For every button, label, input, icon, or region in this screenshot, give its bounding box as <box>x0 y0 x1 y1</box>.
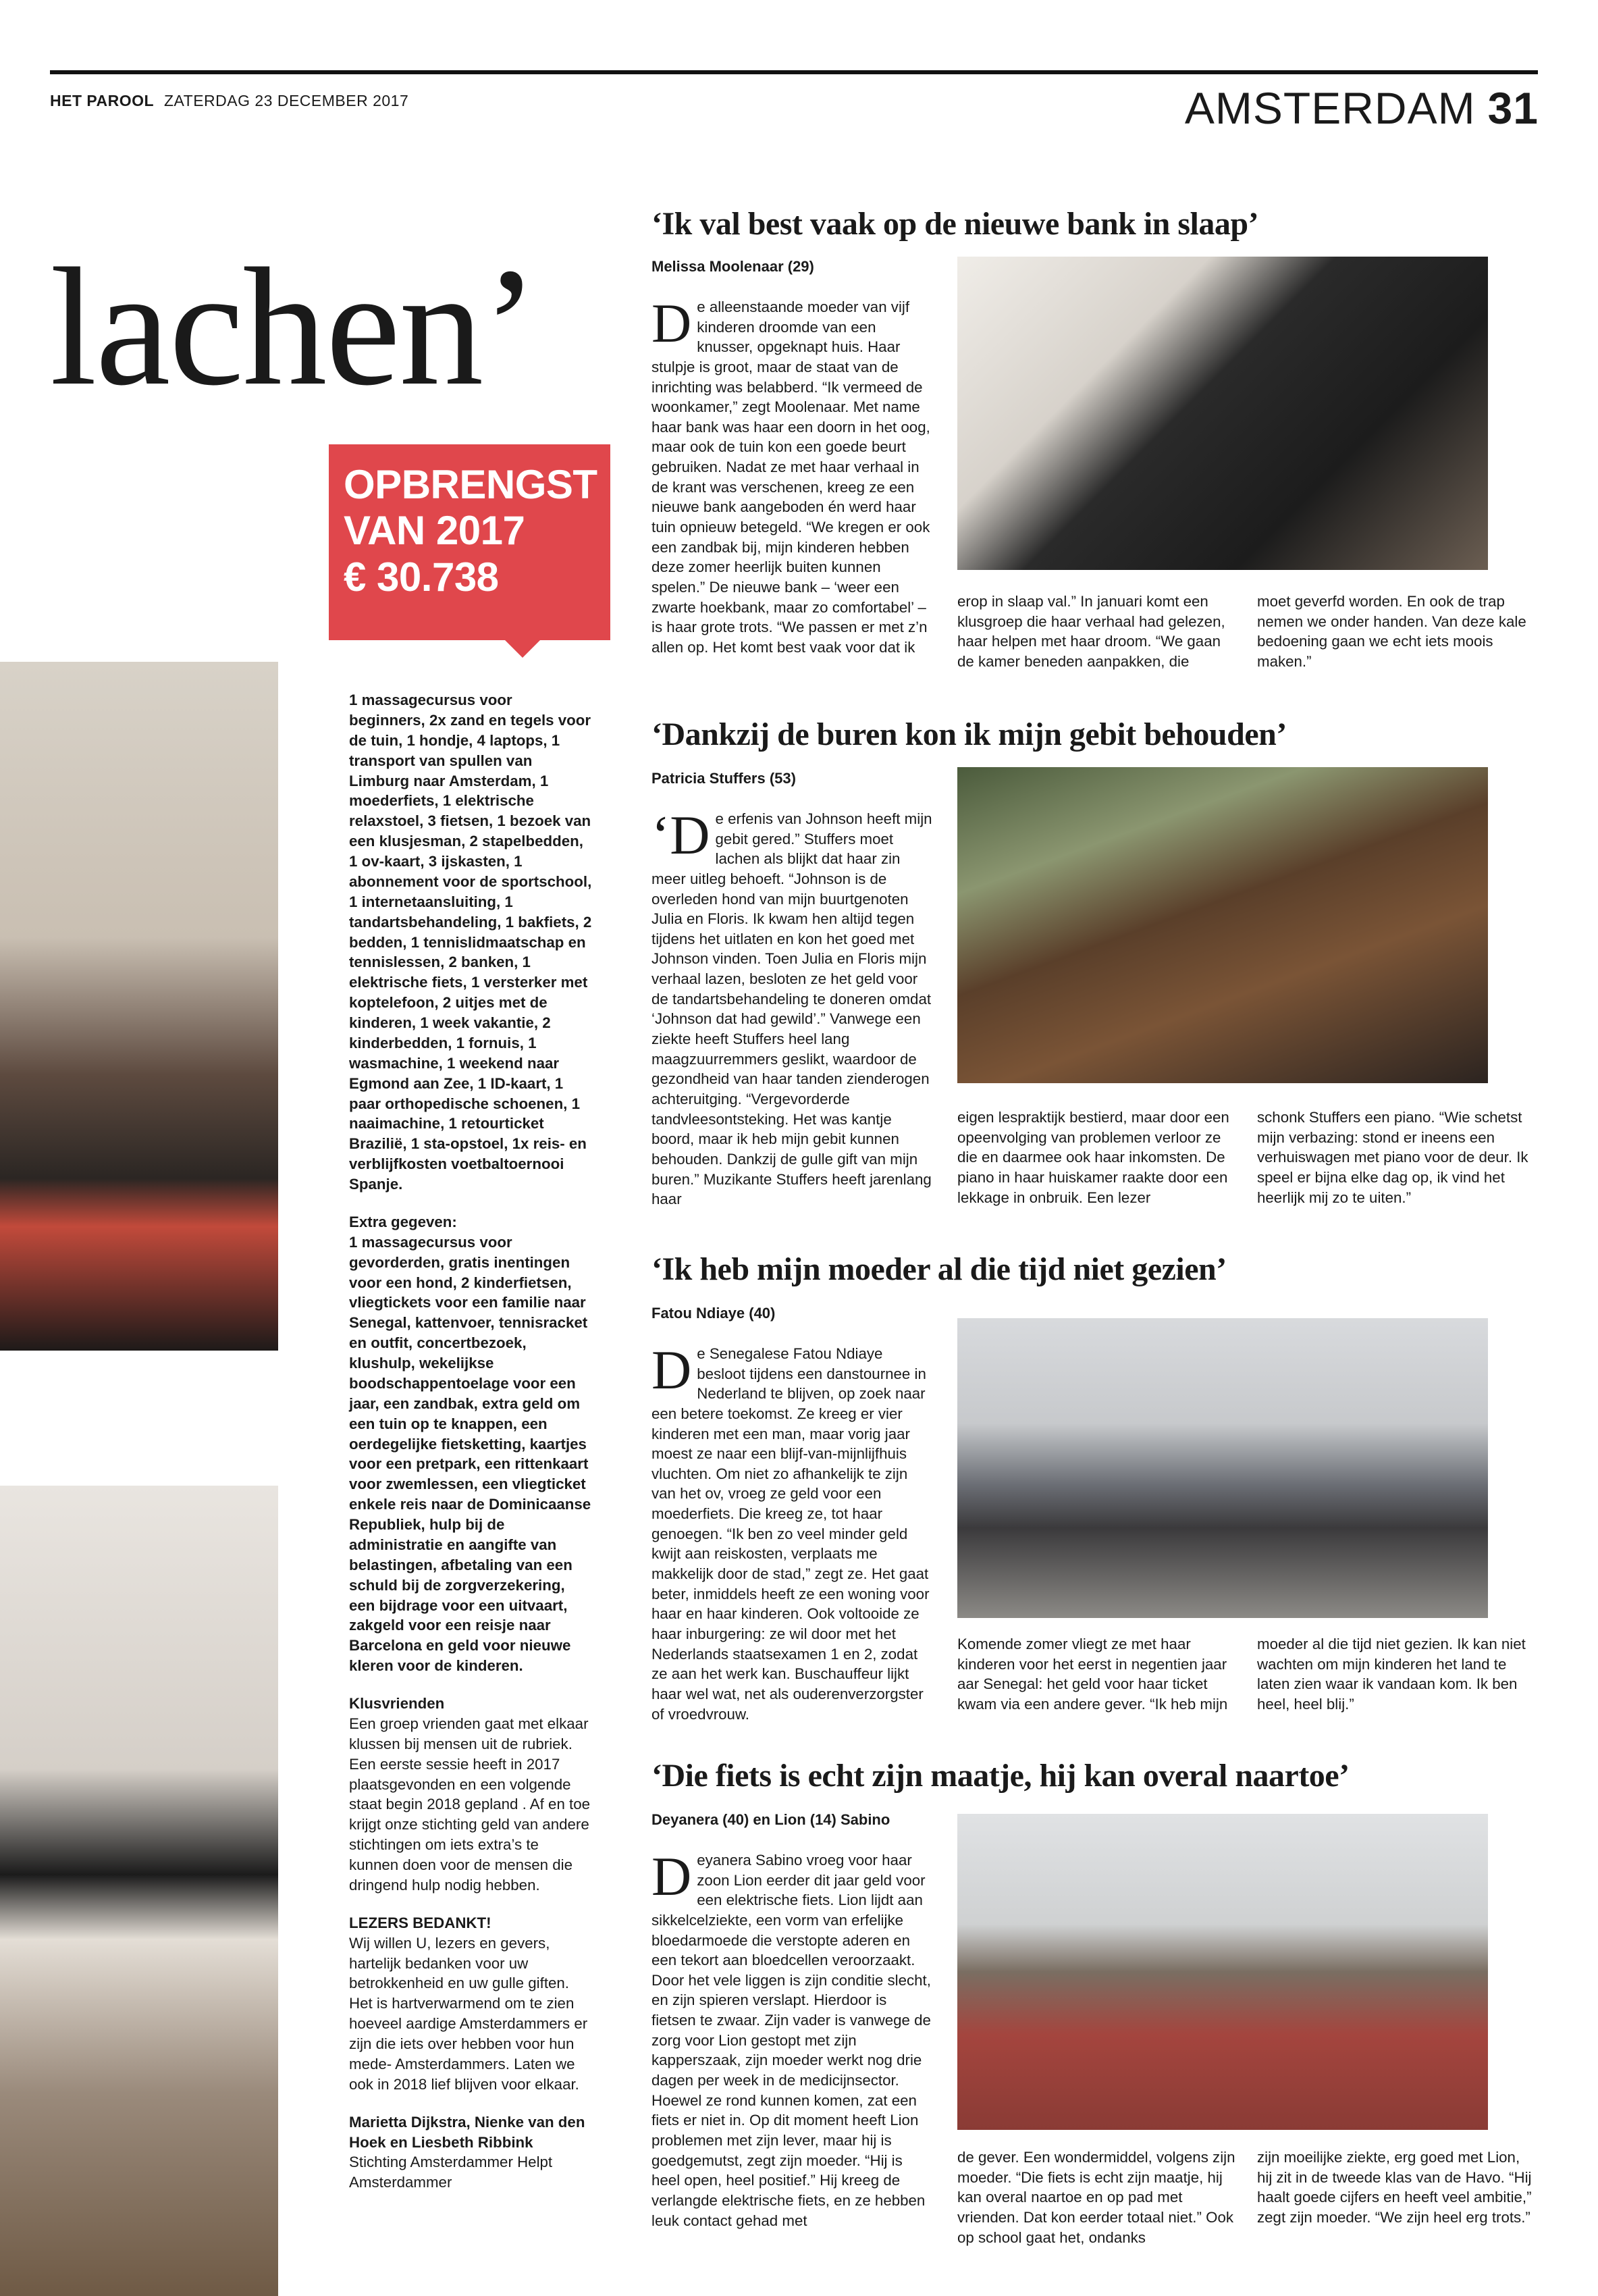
article-3-col-2: Komende zomer vliegt ze met haar kinderen voor het eerst in negentien jaar aar Senegal: het geld voor haar ticket kwam via een andere gever. “Ik heb mijn <box>957 1636 1228 1713</box>
article-4-dropcap: D <box>651 1846 692 1907</box>
article-1-byline: Melissa Moolenaar (29) <box>651 258 814 275</box>
revenue-line-2: VAN 2017 <box>344 508 525 554</box>
article-1-photo <box>957 257 1488 570</box>
article-4-photo <box>957 1814 1488 2130</box>
donations-sidebar <box>349 690 592 2210</box>
living-room-photo-top <box>0 662 278 1351</box>
article-1-col-2: erop in slaap val.” In januari komt een klusgroep die haar verhaal had gelezen, haar helpen met haar droom. “We gaan de kamer beneden aanpakken, die <box>957 593 1225 670</box>
article-1-text-1: e alleenstaande moeder van vijf kinderen droomde van een knusser, opgeknapt huis. Haar stulpje is groot, maar de staat van de inrichting was belabberd. “Ik vermeed de woonkamer,” zegt Moolenaar. Met name haar bank was haar een doorn in het oog, maar ook de tuin kon een goede beurt gebruiken. Nadat ze met haar verhaal in de krant was verschenen, kreeg ze een nieuwe bank aangeboden én werd haar tuin opnieuw betegeld. “We kregen er ook een zandbak bij, mijn kinderen hebben deze zomer heerlijk buiten kunnen spelen.” De nieuwe bank – ‘weer een zwarte hoekbank, maar zo comfortabel’ – is haar grote trots. “We passen er met z’n allen op. Het komt best vaak voor dat ik <box>651 298 930 656</box>
article-4-byline: Deyanera (40) en Lion (14) Sabino <box>651 1811 890 1828</box>
living-room-photo-bottom <box>0 1486 278 2296</box>
article-2-photo <box>957 767 1488 1083</box>
revenue-line-1: OPBRENGST <box>344 462 597 507</box>
article-2-col-3: schonk Stuffers een piano. “Wie schetst mijn verbazing: stond er ineens een verhuiswagen met piano voor de deur. Ik speel er bijna elke dag op, ik vind het heerlijk mij zo te uiten.” <box>1257 1109 1528 1206</box>
article-3-col-3: moeder al die tijd niet gezien. Ik kan niet wachten om mijn kinderen het land te laten zien waar ik vandaan kom. Ik ben heel, heel blij.” <box>1257 1636 1526 1713</box>
article-4-text-1: eyanera Sabino vroeg voor haar zoon Lion eerder dit jaar geld voor een elektrische fiets. Lion lijdt aan sikkelcelziekte, een vorm van erfelijke bloedarmoede die verstopte aderen en een tekort aan bloedcellen veroorzaakt. Door het vele liggen is zijn conditie slecht, en zijn spieren verslapt. Hierdoor is fietsen te zwaar. Zijn vader is vanwege de zorg voor Lion gestopt met zijn kapperszaak, zijn moeder werkt nog drie dagen per week in de medicijnsector. Hoewel ze rond kunnen komen, zat een fiets er niet in. Op dit moment heeft Lion problemen met zijn lever, maar hij is goedgemutst, zegt zijn moeder. “Hij is heel open, heel positief.” Hij kreeg de verlangde elektrische fiets, en ze hebben leuk contact gehad met <box>651 1852 931 2229</box>
article-3-photo <box>957 1318 1488 1618</box>
signature-names: Marietta Dijkstra, Nienke van den Hoek en Liesbeth Ribbink <box>349 2113 585 2151</box>
article-1-col-1 <box>651 292 935 658</box>
klus-heading: Klusvrienden <box>349 1695 445 1712</box>
extra-heading: Extra gegeven: <box>349 1213 457 1230</box>
article-2-headline: ‘Dankzij de buren kon ik mijn gebit behouden’ <box>651 716 1287 752</box>
article-2-col-1 <box>651 804 935 1209</box>
article-2-text-1: e erfenis van Johnson heeft mijn gebit gered.” Stuffers moet lachen als blijkt dat haar zin meer uitleg behoeft. “Johnson is de overleden hond van mijn buurtgenoten Julia en Floris. Ik kwam hen altijd tegen tijdens het uitlaten en kon het goed met Johnson vinden. Toen Julia en Floris mijn verhaal lazen, besloten ze het geld voor de tandartsbehandeling te doneren omdat ‘Johnson dat had gewild’.” Vanwege een ziekte heeft Stuffers heel lang maagzuurremmers geslikt, waardoor de gezondheid van haar tanden zienderogen achteruitging. “Vergevorderde tandvleesontsteking. Het was kantje boord, maar ik heb mijn gebit kunnen behouden. Dankzij de gulle gift van mijn buren.” Muzikante Stuffers heeft jarenlang haar <box>651 810 932 1208</box>
article-1-headline: ‘Ik val best vaak op de nieuwe bank in slaap’ <box>651 206 1259 242</box>
issue-date: ZATERDAG 23 DECEMBER 2017 <box>163 92 409 109</box>
article-4-col-3: zijn moeilijke ziekte, erg goed met Lion, hij zit in de tweede klas van de Havo. “Hij haalt goede cijfers en heeft veel ambitie,” zegt zijn moeder. “We zijn heel erg trots.” <box>1257 2149 1532 2226</box>
masthead-dateline <box>50 92 408 110</box>
klus-text: Een groep vrienden gaat met elkaar klussen bij mensen uit de rubriek. Een eerste sessie heeft in 2017 plaatsgevonden en een volgende staat begin 2018 gepland . Af en toe krijgt onze stichting geld van andere stichtingen om iets extra’s te kunnen doen voor de mensen die dringend hulp nodig hebben. <box>349 1715 591 1894</box>
article-3-col-1 <box>651 1339 935 1724</box>
article-1-dropcap: D <box>651 292 692 354</box>
article-1-col-3: moet geverfd worden. En ook de trap nemen we onder handen. Van deze kale bedoening gaan we echt iets moois maken.” <box>1257 593 1526 670</box>
top-rule <box>50 70 1538 74</box>
headline-fragment: lachen’ <box>50 234 537 421</box>
donations-list: 1 massagecursus voor beginners, 2x zand en tegels voor de tuin, 1 hondje, 4 laptops, 1 transport van spullen van Limburg naar Amsterdam, 1 moederfiets, 1 elektrische relaxstoel, 3 fietsen, 1 bezoek van een klusjesman, 2 stapelbedden, 1 ov-kaart, 3 ijskasten, 1 abonnement voor de sportschool, 1 internetaansluiting, 1 tandartsbehandeling, 1 bakfiets, 2 bedden, 1 tennislidmaatschap en tennislessen, 2 banken, 1 elektrische fiets, 1 versterker met koptelefoon, 2 uitjes met de kinderen, 1 week vakantie, 2 kinderbedden, 1 fornuis, 1 wasmachine, 1 weekend naar Egmond aan Zee, 1 ID-kaart, 1 paar orthopedische schoenen, 1 naaimachine, 1 retourticket Brazilië, 1 sta-opstoel, 1x reis- en verblijfkosten voetbaltoernooi Spanje. <box>349 692 592 1193</box>
thanks-text: Wij willen U, lezers en gevers, hartelijk bedanken voor uw betrokkenheid en uw gulle giften. Het is hartverwarmend om te zien hoeveel aardige Amsterdammers er zijn die iets over hebben voor hun mede- Amsterdammers. Laten we ook in 2018 lief blijven voor elkaar. <box>349 1934 588 2093</box>
article-2-byline: Patricia Stuffers (53) <box>651 770 796 787</box>
article-2-dropcap: ‘D <box>651 804 710 866</box>
article-4-col-2: de gever. Een wondermiddel, volgens zijn moeder. “Die fiets is echt zijn maatje, hij kan overal naartoe en op pad met vrienden. Dat kon eerder totaal niet.” Ook op school gaat het, ondanks <box>957 2149 1235 2246</box>
revenue-box-pointer <box>505 640 540 658</box>
signature-org: Stichting Amsterdammer Helpt Amsterdammer <box>349 2154 553 2191</box>
article-4-col-1 <box>651 1846 935 2230</box>
paper-name: HET PAROOL <box>50 92 155 109</box>
article-3-text-1: e Senegalese Fatou Ndiaye besloot tijdens een danstournee in Nederland te blijven, op zoek naar een betere toekomst. Ze kreeg er vier kinderen met een man, maar vorig jaar moest ze naar een blijf-van-mijnlijfhuis vluchten. Om niet zo afhankelijk te zijn van het ov, vroeg ze geld voor een moederfiets. Die kreeg ze, tot haar genoegen. “Ik ben zo veel minder geld kwijt aan reiskosten, verplaats me makkelijk door de stad,” zegt ze. Het gaat beter, inmiddels heeft ze een woning voor haar en haar kinderen. Ook voltooide ze haar inburgering: ze wil door met het Nederlands staatsexamen 1 en 2, zodat ze aan het werk kan. Buschauffeur lijkt haar wel wat, net als ouderenverzorgster of vroedvrouw. <box>651 1345 930 1723</box>
revenue-box <box>329 444 610 640</box>
extra-list: 1 massagecursus voor gevorderden, gratis inentingen voor een hond, 2 kinderfietsen, vliegtickets voor een familie naar Senegal, kattenvoer, tennisracket en outfit, concertbezoek, klushulp, wekelijkse boodschappentoelage voor een jaar, een zandbak, extra geld om een tuin op te knappen, een oerdegelijke fietsketting, kaartjes voor een pretpark, een rittenkaart voor zwemlessen, een vliegticket enkele reis naar de Dominicaanse Republiek, hulp bij de administratie en aangifte van belastingen, afbetaling van een schuld bij de zorgverzekering, een bijdrage voor een uitvaart, zakgeld voor een reisje naar Barcelona en geld voor nieuwe kleren voor de kinderen. <box>349 1233 591 1675</box>
page-number: 31 <box>1487 83 1539 133</box>
article-4-headline: ‘Die fiets is echt zijn maatje, hij kan overal naartoe’ <box>651 1758 1350 1794</box>
article-3-byline: Fatou Ndiaye (40) <box>651 1305 776 1322</box>
thanks-heading: LEZERS BEDANKT! <box>349 1914 491 1931</box>
article-3-dropcap: D <box>651 1339 692 1401</box>
article-3-headline: ‘Ik heb mijn moeder al die tijd niet gezien’ <box>651 1251 1227 1287</box>
revenue-amount: € 30.738 <box>344 554 499 600</box>
article-2-col-2: eigen lespraktijk bestierd, maar door een opeenvolging van problemen verloor ze die en daarmee ook haar inkomsten. De piano in haar huiskamer raakte door een lekkage in onbruik. Een lezer <box>957 1109 1229 1206</box>
section-header <box>1185 82 1539 134</box>
section-name: AMSTERDAM <box>1184 83 1476 133</box>
